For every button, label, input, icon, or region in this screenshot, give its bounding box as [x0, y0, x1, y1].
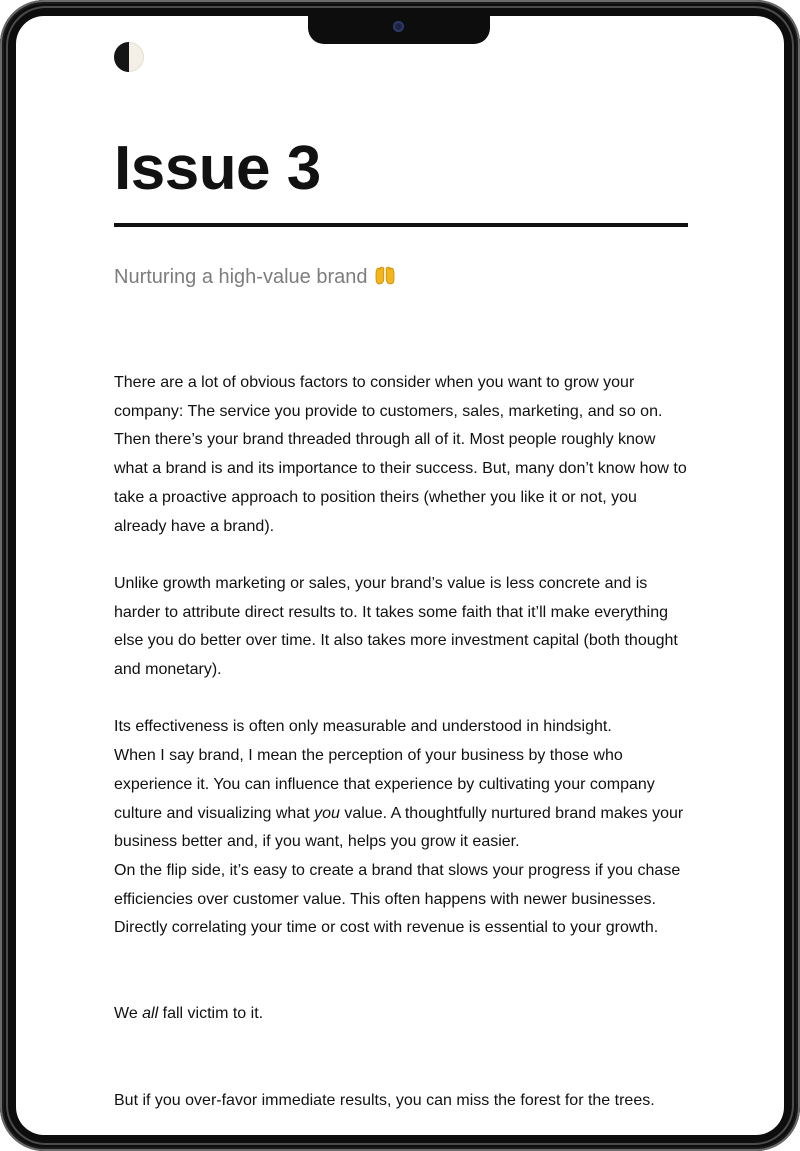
- subtitle-text: Nurturing a high-value brand: [114, 266, 368, 288]
- screen: [16, 16, 784, 1135]
- paragraph: Unlike growth marketing or sales, your brand’s value is less concrete and is harder to attribute direct results to. It takes some faith that it’ll make everything else you do better over time. It also takes more investment capital (both thought and monetary).: [114, 574, 678, 679]
- logo-icon[interactable]: [114, 42, 144, 72]
- emphasis: you: [314, 804, 340, 822]
- paragraph: But if you over-favor immediate results, you can miss the forest for the trees.: [114, 1091, 655, 1109]
- paragraph: On the flip side, it’s easy to create a brand that slows your progress if you chase efficiencies over customer value. This often happens with newer businesses. Directly correlating your time or cost with revenue is essential to your growth.: [114, 861, 681, 937]
- camera-icon: [393, 21, 404, 32]
- hands-icon: [374, 265, 396, 292]
- camera-notch: [308, 16, 490, 44]
- article-body: [114, 369, 688, 1115]
- paragraph: There are a lot of obvious factors to consider when you want to grow your company: The service you provide to customers, sales, marketing, and so on. Then there’s your brand threaded through all of it. Most people roughly know what a brand is and its importance to their success. But, many don’t know how to take a proactive approach to position theirs (whether you like it or not, you already have a brand).: [114, 374, 687, 535]
- article-subtitle: [114, 264, 396, 292]
- paragraph: We all fall victim to it.: [114, 1005, 264, 1023]
- title-divider: [114, 223, 688, 227]
- paragraph: Its effectiveness is often only measurable and understood in hindsight.: [114, 718, 612, 736]
- emphasis: all: [142, 1005, 159, 1023]
- page-title: Issue 3: [114, 134, 321, 203]
- paragraph: When I say brand, I mean the perception of your business by those who experience it. You can influence that experience by cultivating your company culture and visualizing what you value. A thoughtfully nurtured brand makes your business better and, if you want, helps you grow it easier.: [114, 747, 684, 851]
